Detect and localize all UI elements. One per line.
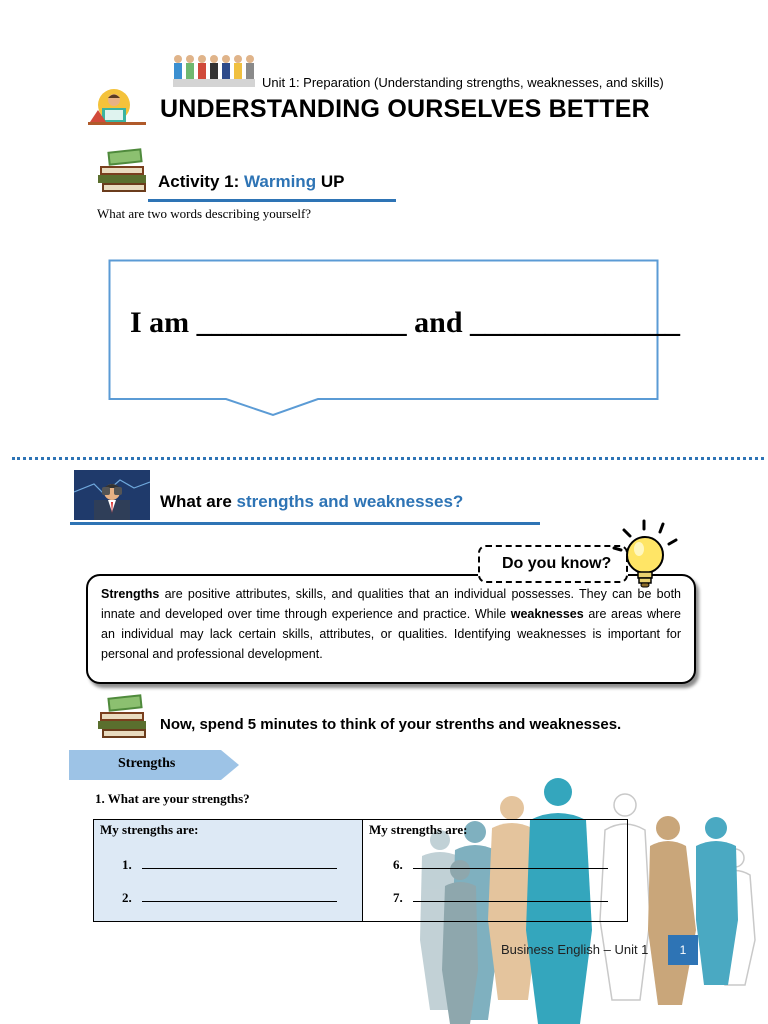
definition-part1: are positive attributes, skills, and qualities that an individual possesses. They can be both innate and developed over time through experience and practice. While [101, 587, 681, 621]
question-1: 1. What are your strengths? [95, 791, 250, 806]
strengths-term: Strengths [101, 587, 160, 601]
strength-item-1[interactable] [122, 856, 337, 873]
answer-blank[interactable] [142, 889, 337, 902]
do-you-know-label: Do you know? [502, 555, 612, 572]
right-column-header: My strengths are: [369, 822, 468, 837]
activity-title [158, 172, 344, 192]
activity-up: UP [320, 172, 345, 191]
heading-underline [70, 522, 540, 525]
strengths-tab-label: Strengths [118, 756, 176, 771]
books-icon [96, 694, 152, 740]
page-number: 1 [668, 935, 698, 965]
strengths-weaknesses-heading [160, 492, 463, 512]
reading-person-icon [86, 88, 150, 128]
heading-blue: strengths and weaknesses? [236, 492, 464, 511]
strengths-column-right [363, 820, 627, 921]
instruction-text: Now, spend 5 minutes to think of your strenths and weaknesses. [160, 716, 622, 733]
binoculars-businessman-icon [74, 470, 150, 520]
books-icon [96, 148, 152, 194]
strengths-table [93, 819, 628, 922]
strength-item-7[interactable] [393, 889, 608, 906]
item-number: 7. [393, 890, 403, 905]
sentence-callout [108, 259, 660, 421]
answer-blank[interactable] [142, 856, 337, 869]
item-number: 2. [122, 890, 132, 905]
left-column-header: My strengths are: [100, 822, 199, 837]
professionals-icon [170, 50, 260, 90]
page-title: UNDERSTANDING OURSELVES BETTER [160, 95, 650, 123]
lightbulb-icon [612, 518, 682, 592]
strength-item-6[interactable] [393, 856, 608, 873]
answer-blank[interactable] [413, 889, 608, 902]
section-divider [12, 457, 764, 460]
heading-plain: What are [160, 492, 232, 511]
footer-label: Business English – Unit 1 [501, 942, 649, 957]
item-number: 6. [393, 857, 403, 872]
definition-text [101, 584, 681, 664]
i-am-sentence: I am ______________ and ______________ [130, 306, 681, 339]
warmup-question: What are two words describing yourself? [97, 206, 312, 221]
activity-warming: Warming [243, 172, 317, 191]
item-number: 1. [122, 857, 132, 872]
strength-item-2[interactable] [122, 889, 337, 906]
activity-label: Activity 1: [158, 172, 240, 191]
answer-blank[interactable] [413, 856, 608, 869]
strengths-column-left [94, 820, 363, 921]
activity-underline [148, 199, 396, 202]
definition-part2: are areas where an individual may lack certain skills, attributes, or qualities. Identifying weaknesses is important for personal and professional development. [101, 607, 681, 661]
unit-subtitle: Unit 1: Preparation (Understanding strengths, weaknesses, and skills) [262, 75, 664, 90]
weaknesses-term: weaknesses [510, 607, 584, 621]
